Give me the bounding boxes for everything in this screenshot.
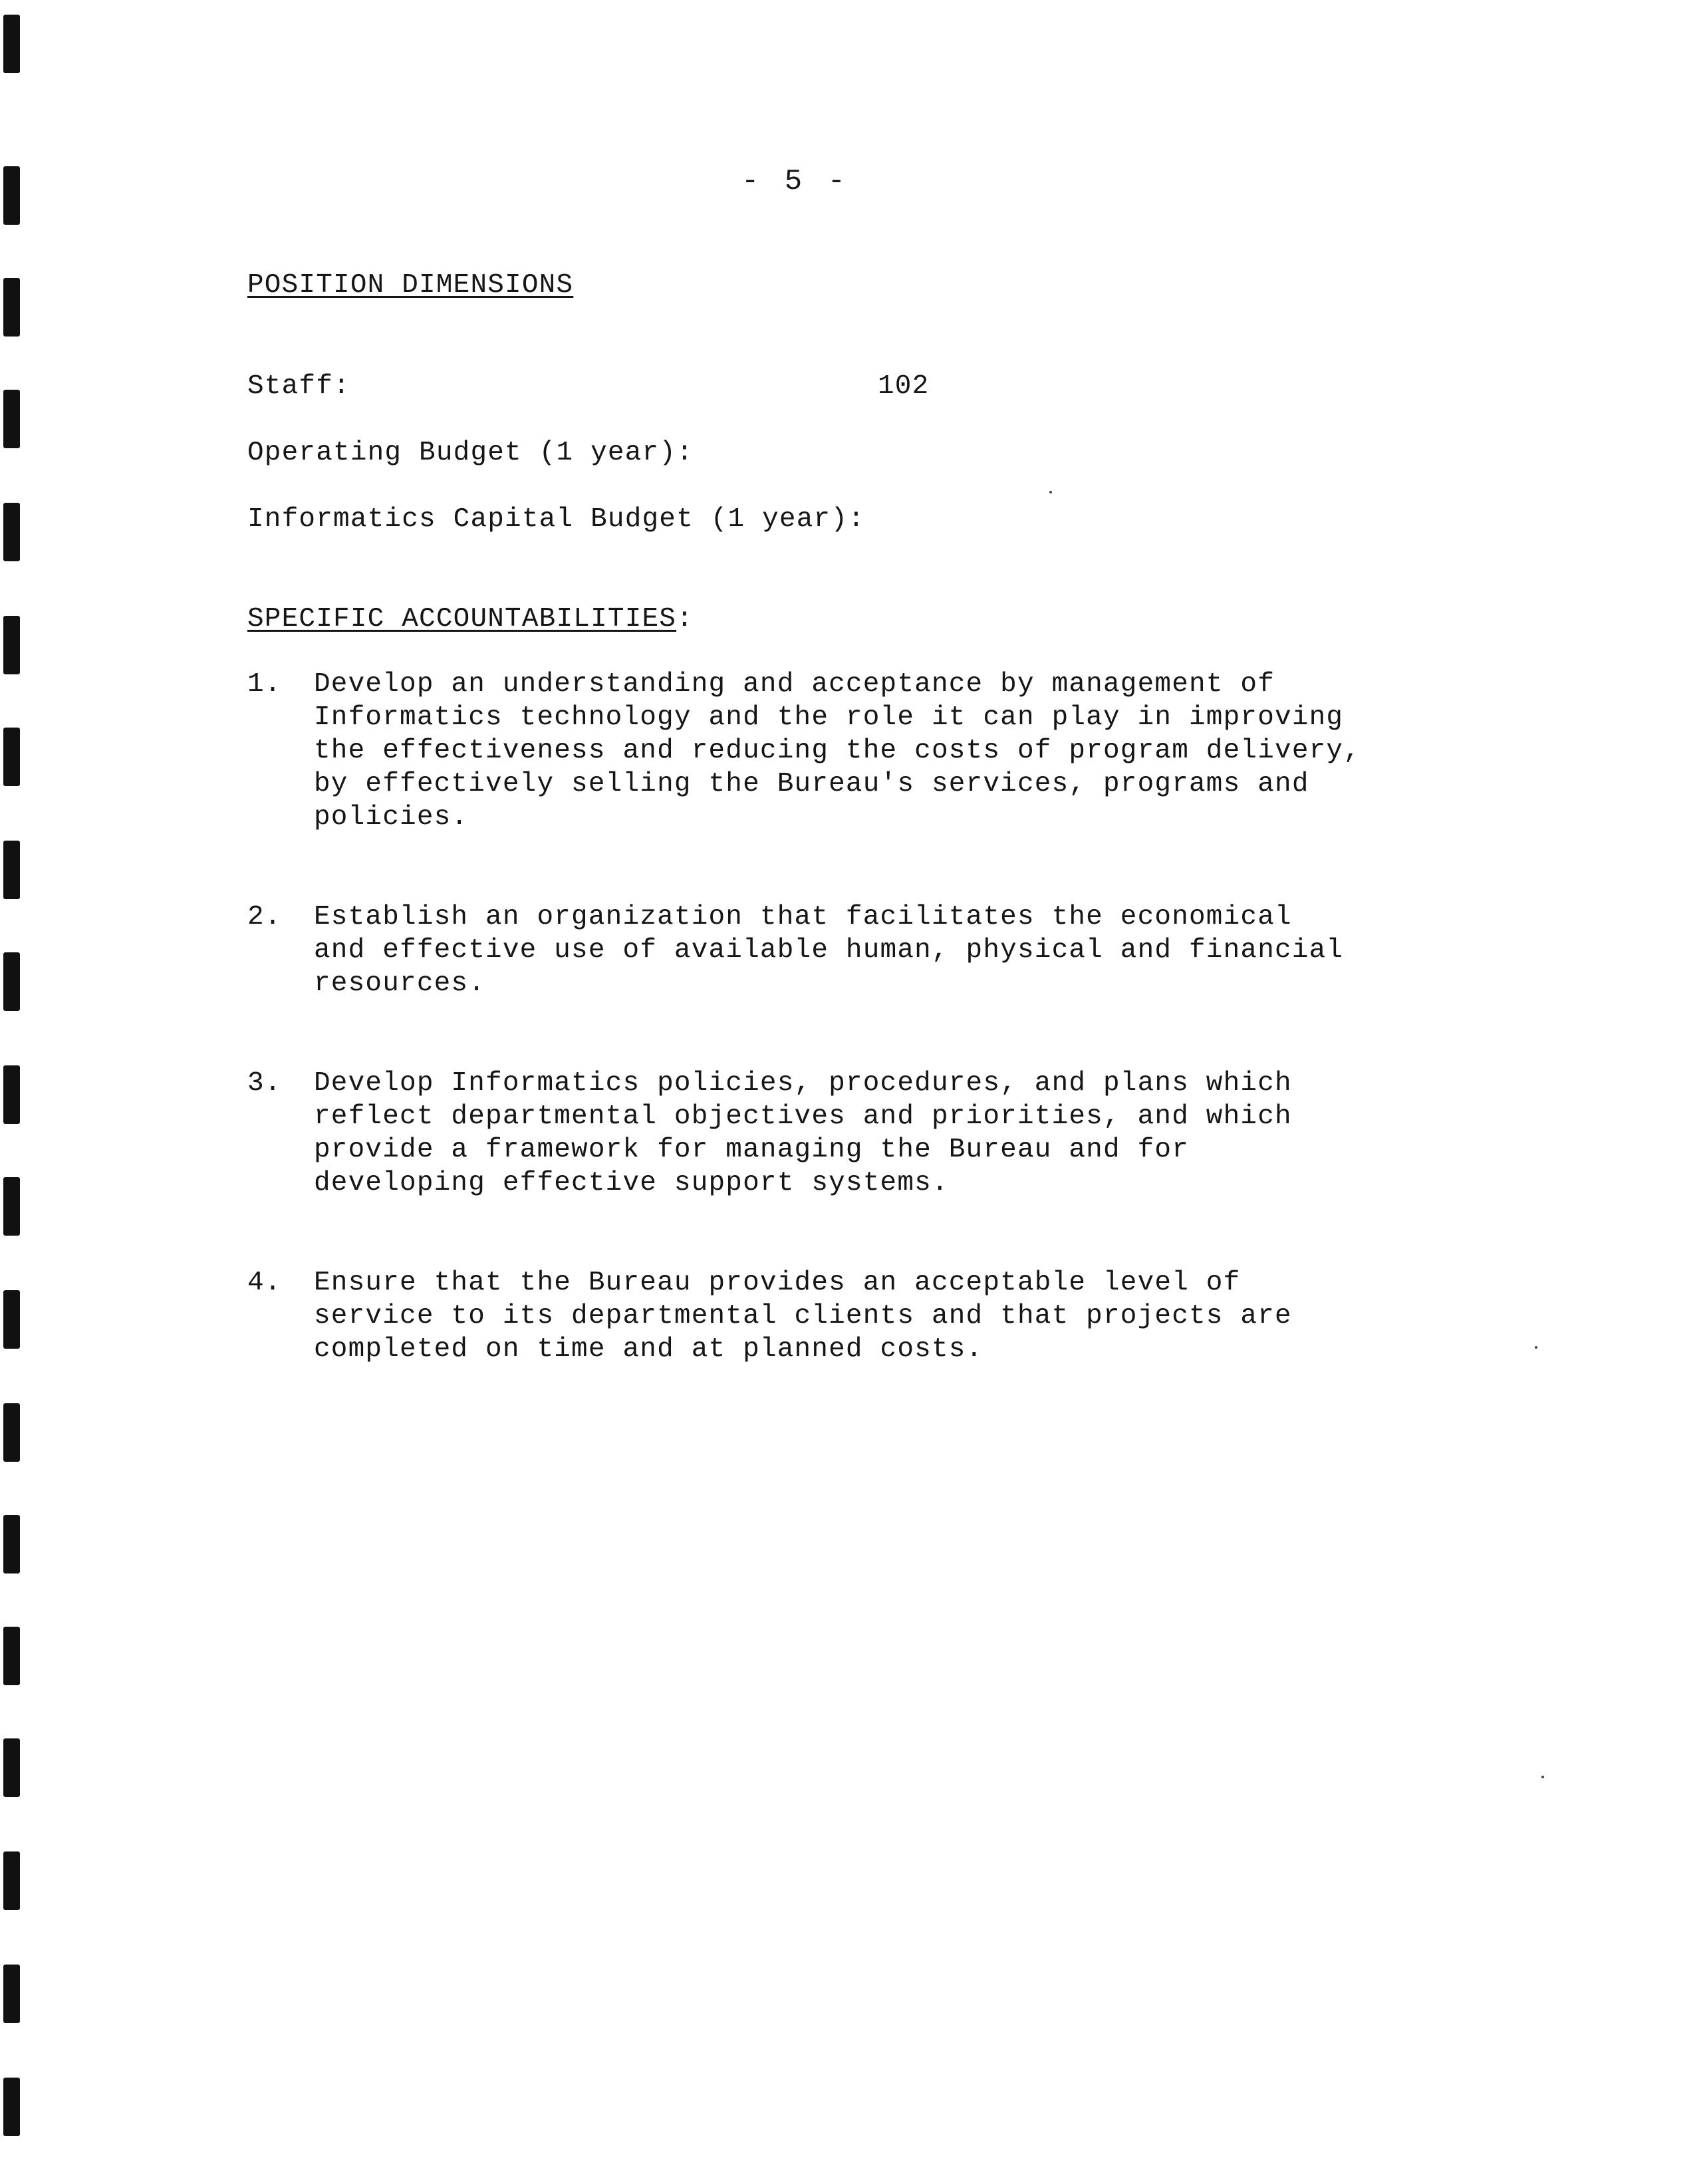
list-item	[247, 1266, 1418, 1366]
list-item	[247, 1067, 1418, 1200]
list-item-text: Develop an understanding and acceptance by management of Informatics technology and the role it can play in improving the effectiveness and reducing the costs of program delivery, by effectively selling the Bureau's services, programs and policies.	[314, 669, 1361, 833]
list-item-text: Establish an organization that facilitates the economical and effective use of available human, physical and financial resources.	[314, 902, 1344, 999]
scan-speck	[1541, 1776, 1544, 1778]
staff-label: Staff:	[247, 371, 350, 402]
accountabilities-heading: SPECIFIC ACCOUNTABILITIES	[247, 604, 677, 634]
punch-mark	[3, 278, 20, 337]
accountabilities-heading-colon: :	[676, 604, 694, 634]
punch-mark	[3, 1065, 20, 1124]
scan-speck	[1049, 491, 1052, 493]
page-number: - 5 -	[741, 165, 850, 198]
staff-value: 102	[878, 371, 930, 402]
punch-mark	[3, 1738, 20, 1797]
punch-mark	[3, 390, 20, 448]
list-item-number: 2.	[247, 902, 282, 932]
list-item	[247, 900, 1418, 1000]
punch-mark	[3, 1627, 20, 1685]
punch-mark	[3, 1403, 20, 1462]
list-item-number: 1.	[247, 669, 282, 700]
list-item-text: Ensure that the Bureau provides an acceptable level of service to its departmental clients and that projects are completed on time and at planned costs.	[314, 1268, 1292, 1365]
punch-mark	[3, 952, 20, 1011]
punch-mark	[3, 1965, 20, 2023]
punch-mark	[3, 503, 20, 561]
punch-mark	[3, 166, 20, 225]
list-item-text: Develop Informatics policies, procedures, and plans which reflect departmental objectives and priorities, and which provide a framework for managing the Bureau and for developing effective support systems.	[314, 1068, 1292, 1198]
punch-mark	[3, 2078, 20, 2136]
punch-mark	[3, 616, 20, 674]
binder-punch-marks	[0, 0, 27, 2184]
accountabilities-heading-line	[247, 603, 694, 636]
punch-mark	[3, 1515, 20, 1573]
capital-budget-label: Informatics Capital Budget (1 year):	[247, 504, 865, 535]
punch-mark	[3, 1177, 20, 1236]
punch-mark	[3, 1290, 20, 1349]
list-item-number: 4.	[247, 1268, 282, 1298]
punch-mark	[3, 841, 20, 899]
punch-mark	[3, 1851, 20, 1910]
list-item-number: 3.	[247, 1068, 282, 1099]
operating-budget-label: Operating Budget (1 year):	[247, 438, 694, 468]
scan-speck	[1535, 1346, 1537, 1349]
punch-mark	[3, 728, 20, 786]
position-dimensions-heading: POSITION DIMENSIONS	[247, 270, 574, 301]
list-item	[247, 668, 1418, 834]
punch-mark	[3, 15, 20, 73]
accountabilities-list	[247, 668, 1418, 1433]
